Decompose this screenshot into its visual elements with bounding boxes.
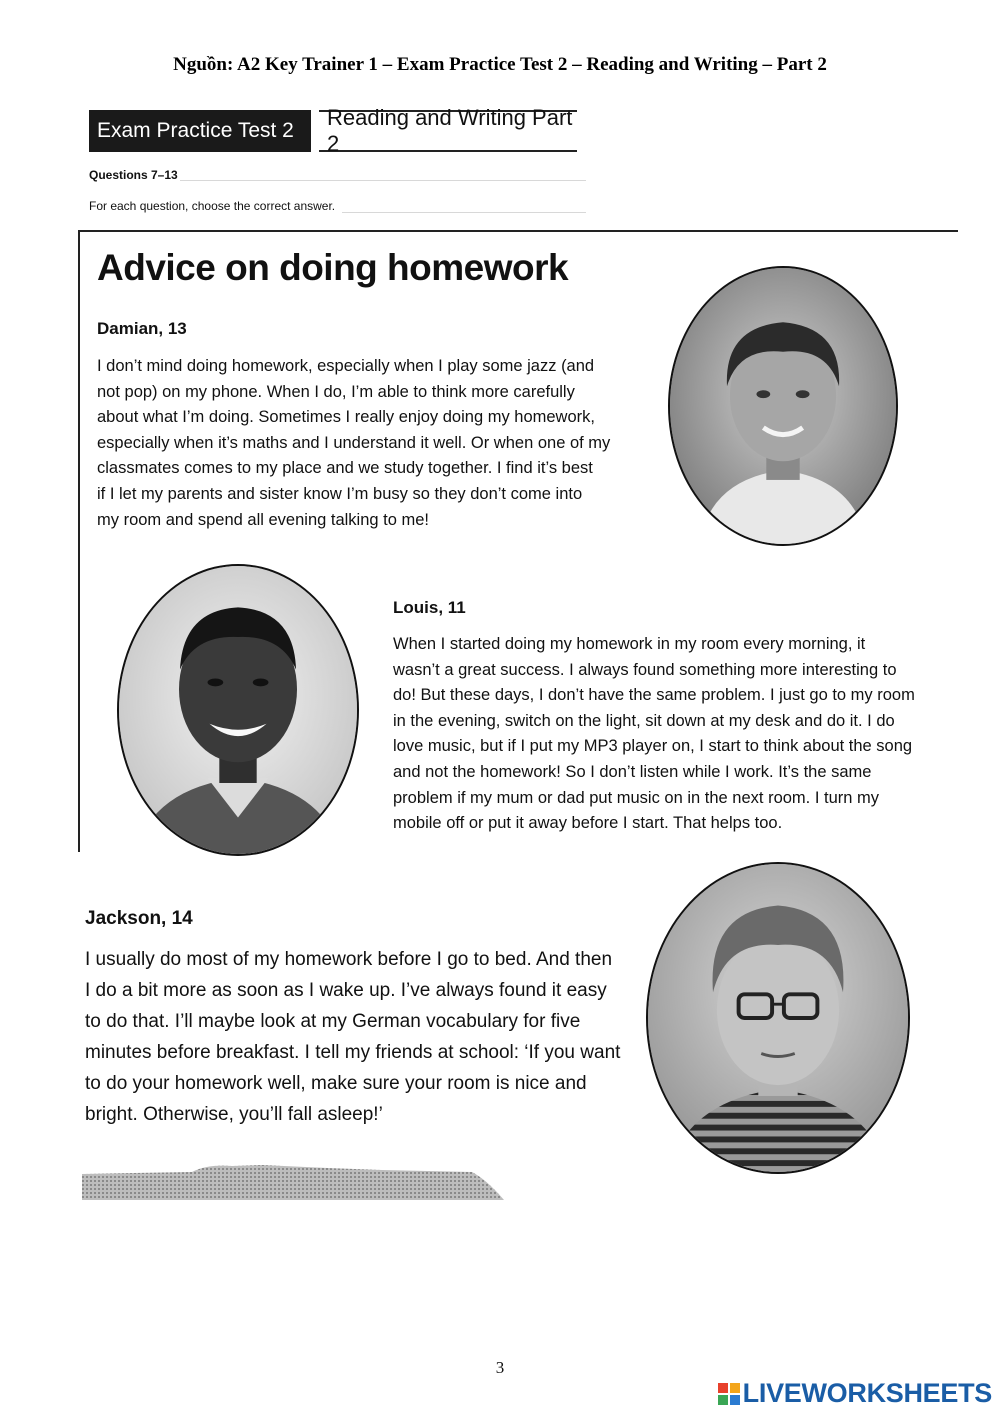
source-line: Nguồn: A2 Key Trainer 1 – Exam Practice Test 2 – Reading and Writing – Part 2: [173, 54, 827, 75]
article-frame-top: [78, 230, 958, 232]
liveworksheets-logo-icon: [718, 1383, 740, 1405]
text-line: especially when it’s maths and I understand it well. Or when one of my: [97, 433, 611, 452]
liveworksheets-brand[interactable]: [718, 1378, 992, 1409]
entry-name-damian: Damian, 13: [97, 319, 187, 338]
damian-photo: [668, 266, 898, 546]
exam-header: [89, 105, 577, 156]
jackson-photo: [646, 862, 910, 1174]
text-line: to do that. I’ll maybe look at my German vocabulary for five: [85, 1011, 581, 1032]
text-line: classmates comes to my place and we study together. I find it’s best: [97, 459, 593, 478]
text-line: I usually do most of my homework before I go to bed. And then: [85, 949, 613, 970]
text-line: When I started doing my homework in my room every morning, it: [393, 635, 866, 653]
text-line: if I let my parents and sister know I’m busy so they don’t come into: [97, 484, 583, 503]
text-line: I do a bit more as soon as I wake up. I’ve always found it easy: [85, 980, 607, 1001]
entry-name-jackson: Jackson, 14: [85, 908, 193, 929]
brand-text: LIVEWORKSHEETS: [742, 1378, 992, 1408]
test-label: Exam Practice Test 2: [89, 110, 311, 152]
logo-square: [730, 1383, 740, 1393]
logo-square: [730, 1395, 740, 1405]
logo-square: [718, 1383, 728, 1393]
text-line: mobile off or put it away before I start. That helps too.: [393, 814, 783, 833]
text-line: minutes before breakfast. I tell my friends at school: ‘If you want: [85, 1042, 621, 1063]
questions-instruction: For each question, choose the correct answer.: [89, 199, 336, 213]
louis-photo: [117, 564, 359, 856]
entry-text-damian: [97, 354, 610, 533]
article-frame-left: [78, 230, 80, 852]
text-line: about what I’m doing. Sometimes I really enjoy doing my homework,: [97, 408, 595, 427]
text-line: and not the homework! So I don’t listen while I work. It’s the same: [393, 762, 872, 781]
entry-name-louis: Louis, 11: [393, 598, 466, 617]
text-line: wasn’t a great success. I always found something more interesting to: [393, 660, 897, 679]
text-line: problem if my mum or dad put music on in the next room. I turn my: [393, 788, 880, 807]
text-line: do! But these days, I don’t have the same problem. I just go to my room: [393, 686, 915, 705]
logo-square: [718, 1395, 728, 1405]
torn-paper-edge: [82, 1160, 507, 1204]
text-line: I don’t mind doing homework, especially when I play some jazz (and: [97, 357, 595, 375]
questions-label: Questions 7–13: [89, 168, 178, 182]
text-line: in the evening, switch on the light, sit down at my desk and do it. I do: [393, 711, 895, 730]
text-line: my room and spend all evening talking to me!: [97, 510, 430, 529]
article-title: Advice on doing homework: [97, 247, 569, 288]
text-line: to do your homework well, make sure your room is nice and: [85, 1073, 587, 1094]
entry-text-louis: [393, 632, 915, 837]
part-label: Reading and Writing Part 2: [319, 110, 577, 152]
text-line: not pop) on my phone. When I do, I’m able to think more carefully: [97, 382, 575, 401]
divider: [180, 180, 586, 181]
page-number: 3: [495, 1358, 505, 1377]
text-line: love music, but if I put my MP3 player on, I start to think about the song: [393, 737, 913, 756]
text-line: bright. Otherwise, you’ll fall asleep!’: [85, 1104, 383, 1125]
divider: [342, 212, 586, 213]
entry-text-jackson: [85, 944, 620, 1130]
